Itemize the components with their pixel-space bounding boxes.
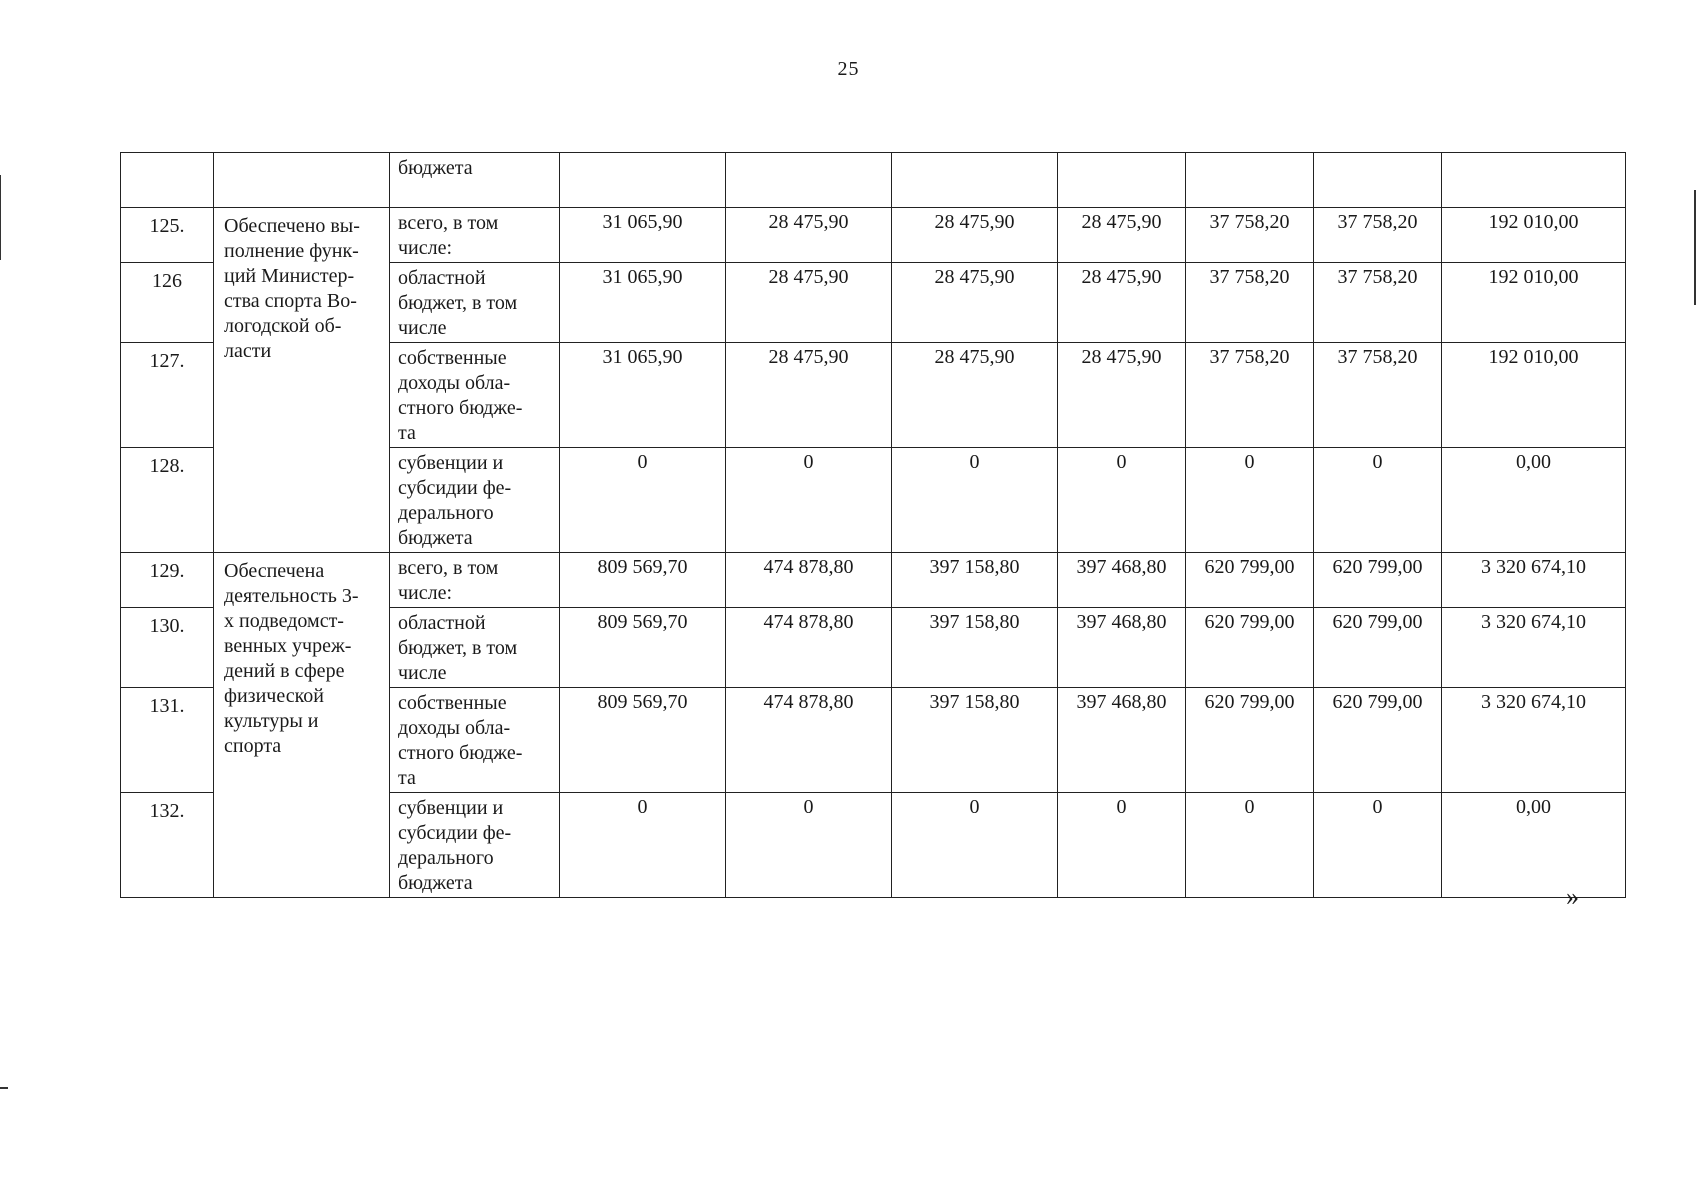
value-cell: 0	[1314, 793, 1442, 898]
value-cell: 809 569,70	[560, 608, 726, 688]
value-cell: 192 010,00	[1442, 208, 1626, 263]
value-cell: 620 799,00	[1314, 608, 1442, 688]
value-cell: 192 010,00	[1442, 343, 1626, 448]
value-cell: 0	[1186, 448, 1314, 553]
value-cell: 28 475,90	[892, 263, 1058, 343]
value-cell: 28 475,90	[892, 343, 1058, 448]
row-index: 130.	[121, 608, 214, 688]
closing-quote-mark: »	[1566, 882, 1579, 911]
value-cell: 397 468,80	[1058, 553, 1186, 608]
budget-type-cell: собственные доходы обла- стного бюдже- та	[390, 688, 560, 793]
budget-type-cell: субвенции и субсидии фе- дерального бюджета	[390, 448, 560, 553]
value-cell: 37 758,20	[1186, 208, 1314, 263]
value-cell: 28 475,90	[726, 263, 892, 343]
value-cell: 37 758,20	[1186, 263, 1314, 343]
table-cell	[560, 153, 726, 208]
value-cell: 397 158,80	[892, 688, 1058, 793]
budget-type-cell: бюджета	[390, 153, 560, 208]
scan-edge-mark	[1694, 190, 1696, 305]
table-row	[121, 208, 1626, 263]
table-cell	[214, 153, 390, 208]
table-cell	[726, 153, 892, 208]
value-cell: 397 468,80	[1058, 688, 1186, 793]
table-cell	[121, 153, 214, 208]
value-cell: 31 065,90	[560, 263, 726, 343]
row-index: 131.	[121, 688, 214, 793]
row-index: 128.	[121, 448, 214, 553]
value-cell: 397 158,80	[892, 553, 1058, 608]
value-cell: 28 475,90	[726, 208, 892, 263]
value-cell: 0	[892, 448, 1058, 553]
value-cell: 0	[560, 448, 726, 553]
activity-label: Обеспечено вы- полнение функ- ций Министер- ства спорта Во- логодской об- ласти	[214, 208, 390, 553]
value-cell: 28 475,90	[892, 208, 1058, 263]
table-row-continuation	[121, 153, 1626, 208]
value-cell: 3 320 674,10	[1442, 688, 1626, 793]
row-index: 125.	[121, 208, 214, 263]
value-cell: 28 475,90	[726, 343, 892, 448]
page-number: 25	[837, 58, 860, 80]
budget-table	[120, 152, 1626, 898]
value-cell: 620 799,00	[1186, 553, 1314, 608]
value-cell: 474 878,80	[726, 553, 892, 608]
value-cell: 192 010,00	[1442, 263, 1626, 343]
budget-type-cell: всего, в том числе:	[390, 553, 560, 608]
value-cell: 620 799,00	[1186, 608, 1314, 688]
scan-edge-mark	[0, 1087, 8, 1089]
row-index: 127.	[121, 343, 214, 448]
value-cell: 0	[560, 793, 726, 898]
activity-label: Обеспечена деятельность 3- х подведомст- венных учреж- дений в сфере физической культуры и спорта	[214, 553, 390, 898]
value-cell: 0	[726, 793, 892, 898]
row-index: 129.	[121, 553, 214, 608]
value-cell: 0,00	[1442, 448, 1626, 553]
value-cell: 0,00	[1442, 793, 1626, 898]
value-cell: 3 320 674,10	[1442, 553, 1626, 608]
budget-type-cell: областной бюджет, в том числе	[390, 608, 560, 688]
value-cell: 620 799,00	[1314, 688, 1442, 793]
scan-edge-mark	[0, 175, 1, 260]
value-cell: 809 569,70	[560, 688, 726, 793]
value-cell: 620 799,00	[1314, 553, 1442, 608]
value-cell: 809 569,70	[560, 553, 726, 608]
value-cell: 37 758,20	[1186, 343, 1314, 448]
value-cell: 620 799,00	[1186, 688, 1314, 793]
row-index: 126	[121, 263, 214, 343]
budget-type-cell: собственные доходы обла- стного бюдже- та	[390, 343, 560, 448]
value-cell: 37 758,20	[1314, 208, 1442, 263]
table-row	[121, 553, 1626, 608]
value-cell: 31 065,90	[560, 208, 726, 263]
value-cell: 0	[892, 793, 1058, 898]
row-index: 132.	[121, 793, 214, 898]
value-cell: 474 878,80	[726, 608, 892, 688]
value-cell: 31 065,90	[560, 343, 726, 448]
value-cell: 37 758,20	[1314, 343, 1442, 448]
value-cell: 3 320 674,10	[1442, 608, 1626, 688]
table-cell	[892, 153, 1058, 208]
value-cell: 474 878,80	[726, 688, 892, 793]
value-cell: 37 758,20	[1314, 263, 1442, 343]
value-cell: 28 475,90	[1058, 263, 1186, 343]
budget-type-cell: областной бюджет, в том числе	[390, 263, 560, 343]
table-cell	[1314, 153, 1442, 208]
value-cell: 397 158,80	[892, 608, 1058, 688]
table-cell	[1442, 153, 1626, 208]
budget-type-cell: субвенции и субсидии фе- дерального бюджета	[390, 793, 560, 898]
value-cell: 0	[1186, 793, 1314, 898]
value-cell: 0	[726, 448, 892, 553]
value-cell: 397 468,80	[1058, 608, 1186, 688]
value-cell: 0	[1058, 793, 1186, 898]
budget-type-cell: всего, в том числе:	[390, 208, 560, 263]
table-cell	[1058, 153, 1186, 208]
value-cell: 28 475,90	[1058, 208, 1186, 263]
value-cell: 0	[1314, 448, 1442, 553]
value-cell: 28 475,90	[1058, 343, 1186, 448]
value-cell: 0	[1058, 448, 1186, 553]
table-cell	[1186, 153, 1314, 208]
